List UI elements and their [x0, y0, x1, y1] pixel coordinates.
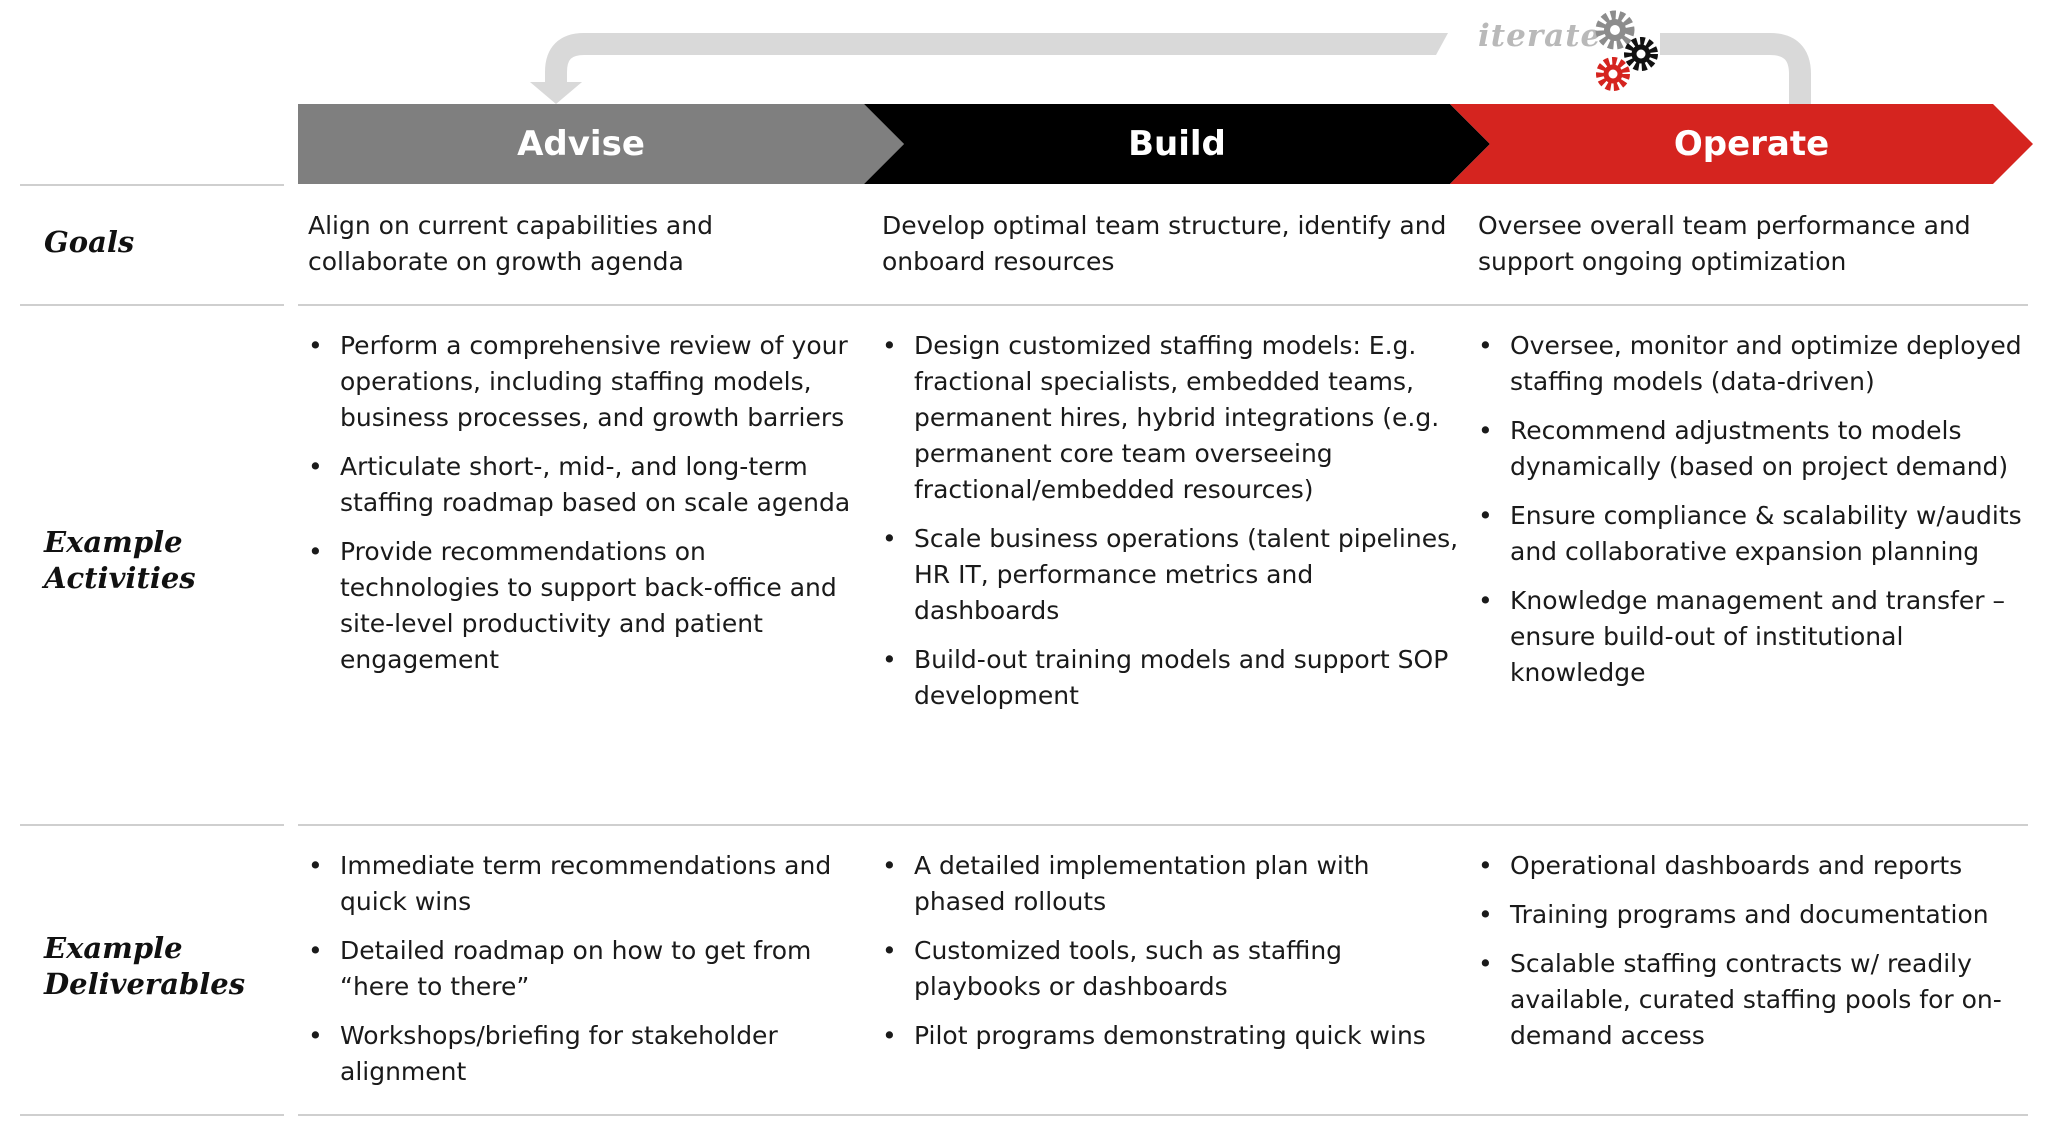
bullet-icon: •: [1478, 949, 1493, 978]
bullet-icon: •: [882, 851, 897, 880]
list-item: [1478, 848, 2028, 884]
list-item-text: Customized tools, such as staffing playbooks or dashboards: [914, 936, 1343, 1001]
bullet-icon: •: [882, 645, 897, 674]
bullet-icon: •: [1478, 900, 1493, 929]
list-item-text: Recommend adjustments to models dynamically (based on project demand): [1510, 416, 2009, 481]
phase-build-label: Build: [1128, 124, 1226, 164]
deliverables-operate: [1478, 848, 2028, 1067]
list-item-text: Operational dashboards and reports: [1510, 851, 1963, 880]
goals-advise: [308, 208, 858, 280]
list-item-text: Immediate term recommendations and quick wins: [340, 851, 832, 916]
list-item-text: Design customized staffing models: E.g. fractional specialists, embedded teams, permanent hires, hybrid integrations (e.g. permanent core team overseeing fractional/embedded resources): [914, 331, 1440, 504]
list-item-text: Training programs and documentation: [1510, 900, 1989, 929]
row-divider-bottom-label: [20, 1114, 284, 1116]
activities-build-list: [882, 328, 1462, 714]
goals-build: [882, 208, 1462, 280]
deliverables-advise: [308, 848, 858, 1103]
gears-icon: [1585, 6, 1675, 98]
list-item-text: Perform a comprehensive review of your operations, including staffing models, business processes, and growth barriers: [340, 331, 848, 432]
phase-operate-label: Operate: [1673, 124, 1830, 164]
iterate-return-path: [1660, 44, 1800, 104]
list-item-text: Pilot programs demonstrating quick wins: [914, 1021, 1426, 1050]
list-item-text: Oversee, monitor and optimize deployed staffing models (data-driven): [1510, 331, 2022, 396]
goals-operate: [1478, 208, 2028, 280]
list-item: [308, 933, 858, 1005]
list-item: [1478, 413, 2028, 485]
gear-black-icon: [1628, 41, 1654, 67]
activities-operate: [1478, 328, 2028, 704]
row-divider-top-label: [20, 184, 284, 186]
goals-advise-text: Align on current capabilities and collaborate on growth agenda: [308, 211, 713, 276]
activities-build: [882, 328, 1462, 727]
list-item: [882, 1018, 1462, 1054]
list-item: [882, 848, 1462, 920]
list-item-text: Provide recommendations on technologies to support back-office and site-level productivity and patient engagement: [340, 537, 837, 674]
list-item-text: Detailed roadmap on how to get from “here to there”: [340, 936, 812, 1001]
iterate-arrow-path: [556, 44, 1436, 84]
gear-red-icon: [1600, 61, 1626, 87]
row-divider-goals-label: [20, 304, 284, 306]
list-item-text: Build-out training models and support SOP development: [914, 645, 1449, 710]
list-item: [1478, 946, 2028, 1054]
row-label-goals: Goals: [44, 225, 135, 259]
list-item: [308, 848, 858, 920]
list-item: [882, 328, 1462, 508]
row-divider-bottom: [298, 1114, 2028, 1116]
list-item: [882, 933, 1462, 1005]
deliverables-build-list: [882, 848, 1462, 1054]
bullet-icon: •: [882, 1021, 897, 1050]
activities-advise: [308, 328, 858, 691]
list-item-text: Knowledge management and transfer – ensure build-out of institutional knowledge: [1510, 586, 2005, 687]
deliverables-build: [882, 848, 1462, 1067]
activities-advise-list: [308, 328, 858, 678]
goals-build-text: Develop optimal team structure, identify and onboard resources: [882, 211, 1447, 276]
phase-advise-label: Advise: [517, 124, 645, 164]
bullet-icon: •: [1478, 331, 1493, 360]
iterate-label: iterate: [1478, 18, 1602, 54]
list-item: [1478, 897, 2028, 933]
bullet-icon: •: [308, 452, 323, 481]
row-divider-activities-label: [20, 824, 284, 826]
iterate-arrowhead: [530, 82, 582, 104]
activities-operate-list: [1478, 328, 2028, 691]
list-item: [308, 449, 858, 521]
list-item-text: Scalable staffing contracts w/ readily available, curated staffing pools for on-demand access: [1510, 949, 2002, 1050]
list-item-text: Articulate short-, mid-, and long-term staffing roadmap based on scale agenda: [340, 452, 851, 517]
bullet-icon: •: [882, 331, 897, 360]
list-item: [1478, 328, 2028, 400]
bullet-icon: •: [882, 524, 897, 553]
list-item: [308, 328, 858, 436]
bullet-icon: •: [1478, 586, 1493, 615]
list-item-text: Workshops/briefing for stakeholder alignment: [340, 1021, 778, 1086]
list-item: [308, 1018, 858, 1090]
bullet-icon: •: [308, 331, 323, 360]
list-item: [1478, 498, 2028, 570]
bullet-icon: •: [1478, 851, 1493, 880]
list-item: [1478, 583, 2028, 691]
deliverables-operate-list: [1478, 848, 2028, 1054]
list-item-text: Ensure compliance & scalability w/audits and collaborative expansion planning: [1510, 501, 2022, 566]
list-item-text: Scale business operations (talent pipelines, HR IT, performance metrics and dashboards: [914, 524, 1459, 625]
bullet-icon: •: [308, 1021, 323, 1050]
gear-gray-icon: [1600, 15, 1630, 45]
bullet-icon: •: [1478, 501, 1493, 530]
row-label-deliverables: Example Deliverables: [44, 931, 246, 1001]
deliverables-advise-list: [308, 848, 858, 1090]
list-item: [882, 521, 1462, 629]
row-divider-activities: [298, 824, 2028, 826]
bullet-icon: •: [308, 851, 323, 880]
row-divider-goals: [298, 304, 2028, 306]
bullet-icon: •: [308, 537, 323, 566]
bullet-icon: •: [1478, 416, 1493, 445]
bullet-icon: •: [882, 936, 897, 965]
list-item: [308, 534, 858, 678]
list-item-text: A detailed implementation plan with phased rollouts: [914, 851, 1370, 916]
row-label-activities: Example Activities: [44, 525, 196, 595]
iterate-loop-arrow: [0, 0, 2047, 120]
bullet-icon: •: [308, 936, 323, 965]
goals-operate-text: Oversee overall team performance and support ongoing optimization: [1478, 211, 1971, 276]
list-item: [882, 642, 1462, 714]
